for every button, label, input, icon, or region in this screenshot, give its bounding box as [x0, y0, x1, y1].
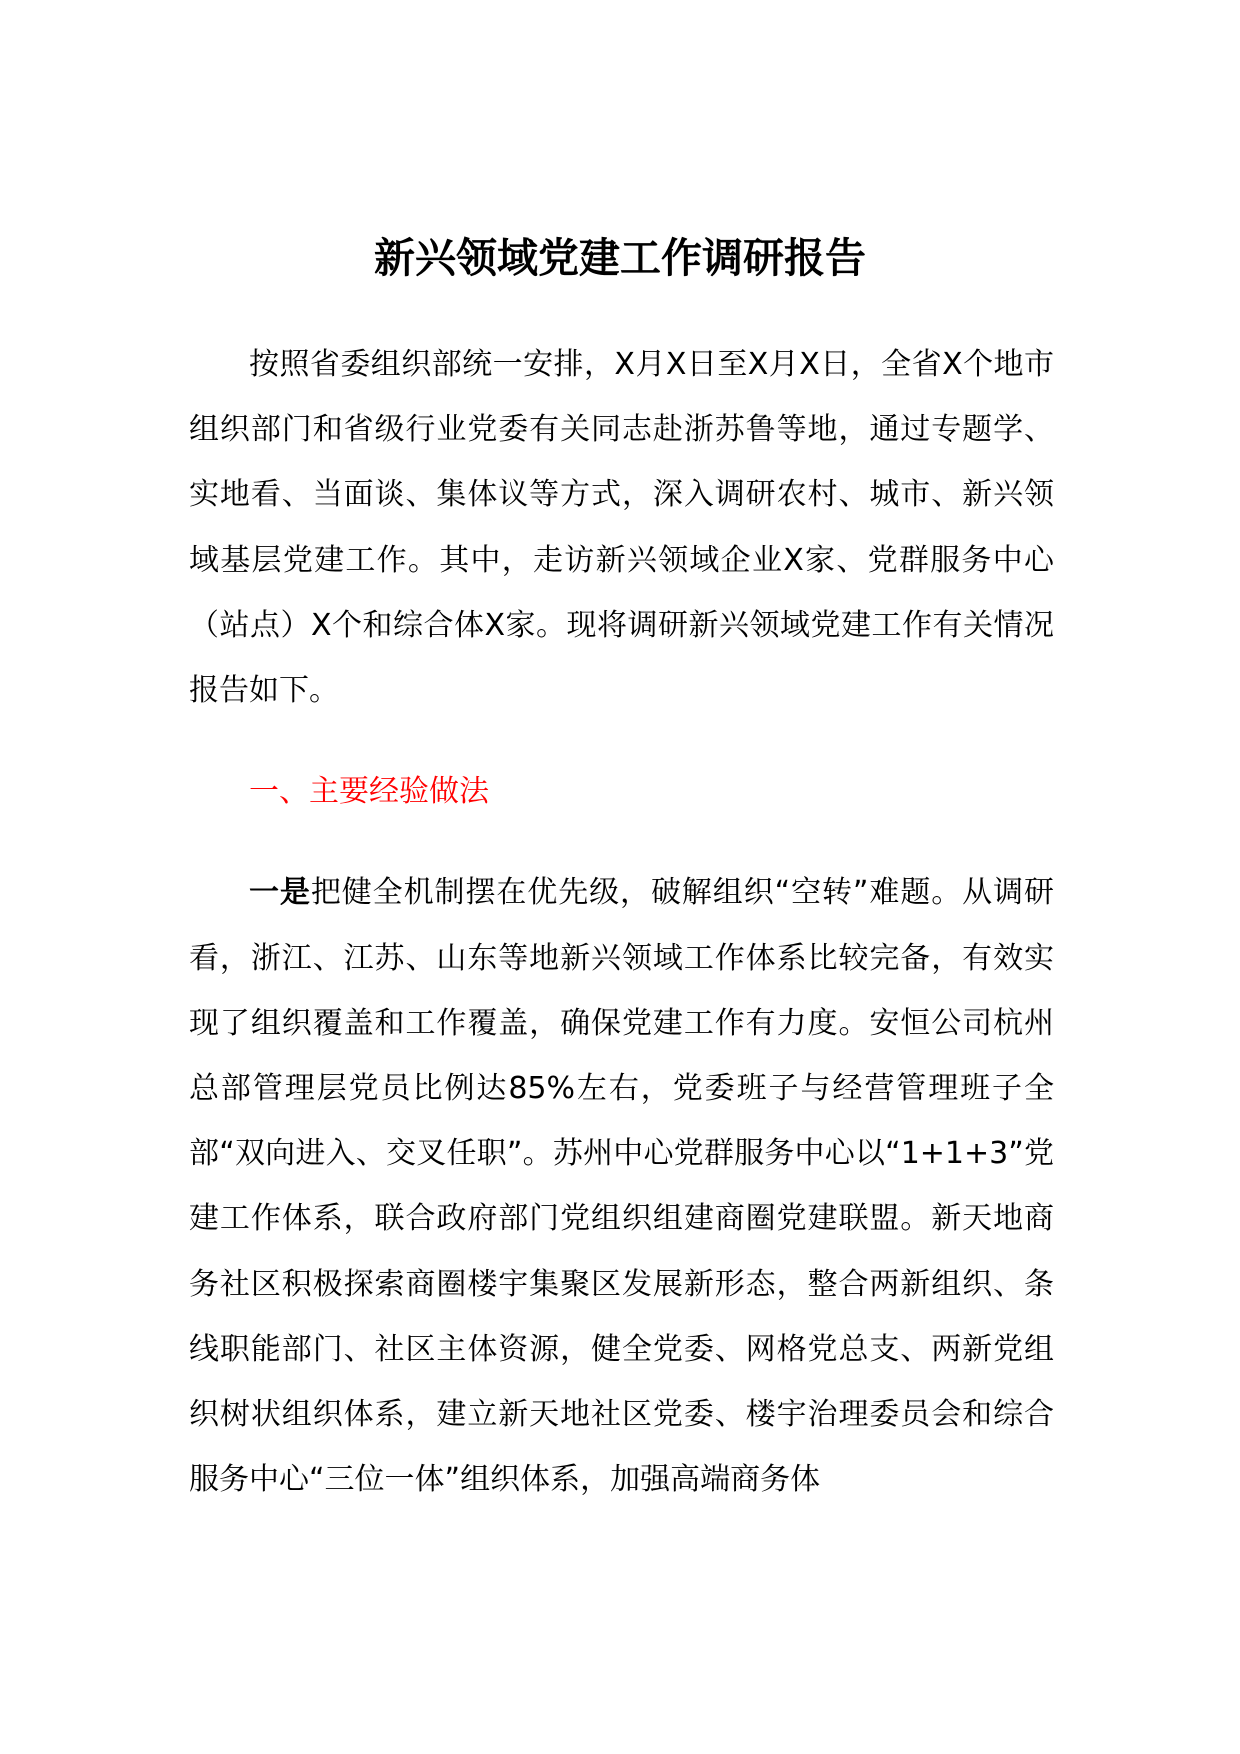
section-heading: 一、主要经验做法	[249, 774, 489, 810]
section-paragraph	[189, 860, 1054, 1512]
spacer	[189, 824, 1054, 860]
intro-paragraph: 按照省委组织部统一安排，X月X日至X月X日，全省X个地市组织部门和省级行业党委有关同志赴浙苏鲁等地，通过专题学、实地看、当面谈、集体议等方式，深入调研农村、城市、新兴领域基层党建工作。其中，走访新兴领域企业X家、党群服务中心（站点）X个和综合体X家。现将调研新兴领域党建工作有关情况报告如下。	[189, 347, 1054, 709]
document-body	[189, 332, 1054, 1512]
spacer	[189, 723, 1054, 759]
document-title: 新兴领域党建工作调研报告	[374, 234, 866, 282]
paragraph-text: 把健全机制摆在优先级，破解组织“空转”难题。从调研看，浙江、江苏、山东等地新兴领域工作体系比较完备，有效实现了组织覆盖和工作覆盖，确保党建工作有力度。安恒公司杭州总部管理层党员比例达85%左右，党委班子与经营管理班子全部“双向进入、交叉任职”。苏州中心党群服务中心以“1+1+3”党建工作体系，联合政府部门党组织组建商圈党建联盟。新天地商务社区积极探索商圈楼宇集聚区发展新形态，整合两新组织、条线职能部门、社区主体资源，健全党委、网格党总支、两新党组织树状组织体系，建立新天地社区党委、楼宇治理委员会和综合服务中心“三位一体”组织体系，加强高端商务体	[189, 875, 1054, 1498]
paragraph-lead: 一是	[249, 875, 311, 911]
